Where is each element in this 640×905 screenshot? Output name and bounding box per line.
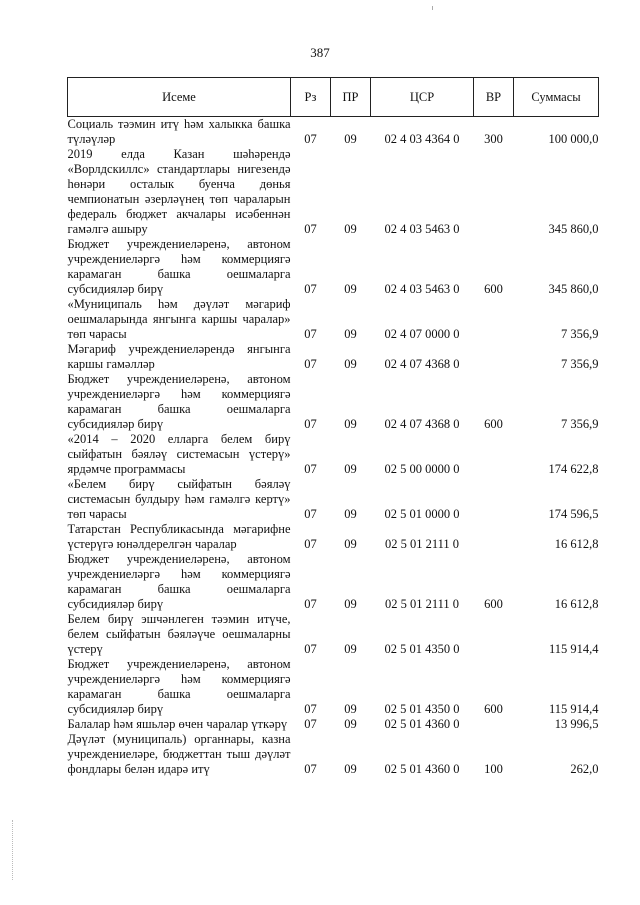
cell-pr: 09 — [344, 717, 357, 731]
cell-csr: 02 4 07 4368 0 — [384, 417, 460, 431]
cell-pr: 09 — [344, 327, 357, 341]
cell-vr: 600 — [484, 282, 503, 296]
header-pr: ПР — [331, 78, 371, 117]
margin-scan-marks — [12, 820, 15, 880]
cell-vr — [474, 717, 514, 732]
cell-rz: 07 — [304, 417, 317, 431]
cell-csr: 02 4 03 4364 0 — [384, 132, 460, 146]
cell-vr — [474, 477, 514, 522]
cell-csr: 02 5 01 2111 0 — [384, 597, 460, 611]
cell-sum: 262,0 — [570, 762, 599, 776]
cell-csr: 02 5 00 0000 0 — [384, 462, 460, 476]
cell-csr: 02 5 01 4360 0 — [384, 762, 460, 776]
table-row — [68, 732, 599, 777]
table-row — [68, 477, 599, 522]
cell-rz: 07 — [304, 357, 317, 371]
table-row — [68, 297, 599, 342]
header-csr: ЦСР — [371, 78, 474, 117]
cell-sum: 7 356,9 — [561, 327, 599, 341]
cell-csr: 02 5 01 4350 0 — [384, 702, 460, 716]
cell-pr: 09 — [344, 642, 357, 656]
cell-csr: 02 4 07 4368 0 — [384, 357, 460, 371]
cell-sum: 345 860,0 — [548, 222, 599, 236]
cell-vr — [474, 612, 514, 657]
cell-vr: 600 — [484, 417, 503, 431]
cell-csr: 02 5 01 0000 0 — [384, 507, 460, 521]
cell-sum: 100 000,0 — [548, 132, 599, 146]
header-vr: ВР — [474, 78, 514, 117]
cell-pr: 09 — [344, 507, 357, 521]
cell-csr: 02 4 03 5463 0 — [384, 222, 460, 236]
cell-pr: 09 — [344, 462, 357, 476]
cell-rz: 07 — [304, 717, 317, 731]
table-row — [68, 342, 599, 372]
table-row — [68, 552, 599, 612]
cell-rz: 07 — [304, 537, 317, 551]
cell-name: «2014 – 2020 елларга белем бирү сыйфатын бәяләү системасын үстерү» ярдәмче программасы — [67, 432, 291, 476]
cell-name: Бюджет учреждениеләренә, автоном учреждениеләргә һәм коммерциягә карамаган башка оешмаларга субсидияләр бирү — [67, 552, 291, 611]
cell-sum: 7 356,9 — [561, 417, 599, 431]
cell-name: Бюджет учреждениеләренә, автоном учреждениеләргә һәм коммерциягә карамаган башка оешмаларга субсидияләр бирү — [67, 372, 291, 431]
table-row — [68, 147, 599, 237]
cell-vr: 100 — [484, 762, 503, 776]
cell-name: Социаль тәэмин итү һәм халыкка башка түләүләр — [67, 117, 291, 146]
cell-name: «Муниципаль һәм дәүләт мәгариф оешмаларында янгынга каршы чаралар» төп чарасы — [67, 297, 291, 341]
cell-vr — [474, 432, 514, 477]
cell-rz: 07 — [304, 597, 317, 611]
cell-rz: 07 — [304, 222, 317, 236]
table-row — [68, 432, 599, 477]
page-number: 387 — [310, 45, 330, 60]
cell-sum: 174 596,5 — [548, 507, 599, 521]
cell-csr: 02 4 07 0000 0 — [384, 327, 460, 341]
cell-pr: 09 — [344, 537, 357, 551]
cell-pr: 09 — [344, 282, 357, 296]
header-sum: Суммасы — [514, 78, 599, 117]
cell-name: Татарстан Республикасында мәгарифне үстерүгә юнәлдерелгән чаралар — [67, 522, 291, 551]
table-row — [68, 717, 599, 732]
cell-pr: 09 — [344, 357, 357, 371]
cell-vr: 600 — [484, 702, 503, 716]
cell-name: Дәүләт (муниципаль) органнары, казна учреждениеләре, бюджеттан тыш дәүләт фондлары белән идарә итү — [67, 732, 291, 776]
cell-vr — [474, 297, 514, 342]
cell-sum: 16 612,8 — [554, 597, 599, 611]
cell-rz: 07 — [304, 507, 317, 521]
cell-sum: 7 356,9 — [561, 357, 599, 371]
cell-name: «Белем бирү сыйфатын бәяләү системасын булдыру һәм гамәлгә кертү» төп чарасы — [67, 477, 291, 521]
cell-name: Балалар һәм яшьләр өчен чаралар үткәрү — [67, 717, 288, 731]
cell-pr: 09 — [344, 222, 357, 236]
cell-csr: 02 5 01 4360 0 — [384, 717, 460, 731]
cell-vr — [474, 522, 514, 552]
cell-name: Бюджет учреждениеләренә, автоном учреждениеләргә һәм коммерциягә карамаган башка оешмаларга субсидияләр бирү — [67, 237, 291, 296]
cell-csr: 02 5 01 4350 0 — [384, 642, 460, 656]
cell-vr: 300 — [484, 132, 503, 146]
cell-vr — [474, 147, 514, 237]
cell-pr: 09 — [344, 597, 357, 611]
cell-sum: 13 996,5 — [554, 717, 599, 731]
cell-pr: 09 — [344, 417, 357, 431]
cell-name: Мәгариф учреждениеләрендә янгынга каршы гамәлләр — [67, 342, 291, 371]
cell-rz: 07 — [304, 762, 317, 776]
cell-sum: 16 612,8 — [554, 537, 599, 551]
budget-table — [67, 77, 599, 777]
cell-pr: 09 — [344, 132, 357, 146]
cell-rz: 07 — [304, 132, 317, 146]
table-header-row — [68, 78, 599, 117]
header-rz: Рз — [291, 78, 331, 117]
cell-sum: 345 860,0 — [548, 282, 599, 296]
scan-mark — [432, 6, 433, 10]
table-row — [68, 657, 599, 717]
cell-rz: 07 — [304, 642, 317, 656]
cell-sum: 174 622,8 — [548, 462, 599, 476]
cell-name: 2019 елда Казан шәһәрендә «Ворлдскиллс» стандартлары нигезендә һөнәри осталык буенча дөнья чемпионатын әзерләүнең төп чараларын федераль бюджет акчалары исәбеннән гамәлгә ашыру — [67, 147, 291, 236]
table-row — [68, 117, 599, 148]
cell-name: Бюджет учреждениеләренә, автоном учреждениеләргә һәм коммерциягә карамаган башка оешмаларга субсидияләр бирү — [67, 657, 291, 716]
cell-rz: 07 — [304, 702, 317, 716]
cell-pr: 09 — [344, 762, 357, 776]
cell-name: Белем бирү эшчәнлеген тәэмин итүче, белем сыйфатын бәяләүче оешмаларны үстерү — [67, 612, 291, 656]
table-row — [68, 522, 599, 552]
cell-pr: 09 — [344, 702, 357, 716]
table-row — [68, 372, 599, 432]
cell-vr — [474, 342, 514, 372]
table-row — [68, 237, 599, 297]
cell-rz: 07 — [304, 282, 317, 296]
cell-sum: 115 914,4 — [548, 642, 599, 656]
cell-vr: 600 — [484, 597, 503, 611]
cell-rz: 07 — [304, 462, 317, 476]
table-row — [68, 612, 599, 657]
cell-csr: 02 5 01 2111 0 — [384, 537, 460, 551]
cell-csr: 02 4 03 5463 0 — [384, 282, 460, 296]
cell-sum: 115 914,4 — [548, 702, 599, 716]
cell-rz: 07 — [304, 327, 317, 341]
header-name: Исеме — [68, 78, 291, 117]
